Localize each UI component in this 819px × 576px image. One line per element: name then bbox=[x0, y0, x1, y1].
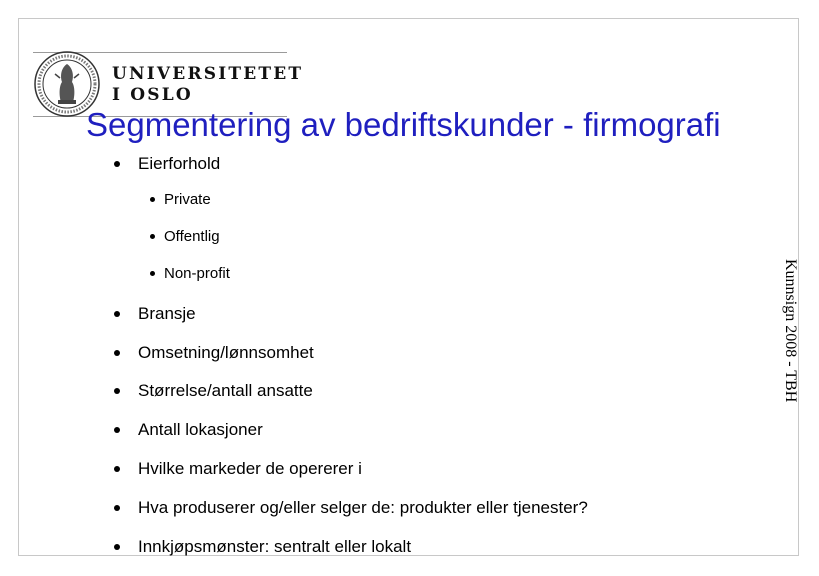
bullet-item bbox=[114, 420, 263, 440]
sub-bullet-dot-icon bbox=[150, 271, 155, 276]
sub-bullet-item bbox=[150, 191, 211, 208]
bullet-item bbox=[114, 381, 313, 401]
bullet-item bbox=[114, 304, 196, 324]
sub-bullet-item bbox=[150, 228, 220, 245]
bullet-text: Omsetning/lønnsomhet bbox=[138, 343, 314, 362]
bullet-item bbox=[114, 154, 220, 174]
bullet-text: Hvilke markeder de opererer i bbox=[138, 459, 362, 478]
logo-line-1: UNIVERSITETET bbox=[112, 64, 304, 84]
bullet-dot-icon bbox=[114, 311, 120, 317]
sub-bullet-dot-icon bbox=[150, 234, 155, 239]
bullet-dot-icon bbox=[114, 350, 120, 356]
bullet-dot-icon bbox=[114, 161, 120, 167]
bullet-dot-icon bbox=[114, 544, 120, 550]
bullet-text: Hva produserer og/eller selger de: produkter eller tjenester? bbox=[138, 498, 588, 517]
bullet-text: Eierforhold bbox=[138, 154, 221, 173]
bullet-dot-icon bbox=[114, 466, 120, 472]
slide-title: Segmentering av bedriftskunder - firmografi bbox=[86, 106, 721, 143]
bullet-item bbox=[114, 498, 588, 518]
bullet-text: Bransje bbox=[138, 304, 196, 323]
logo-line-2: I OSLO bbox=[112, 85, 193, 105]
sub-bullet-text: Private bbox=[164, 191, 211, 208]
bullet-text: Antall lokasjoner bbox=[138, 420, 263, 439]
bullet-item bbox=[114, 537, 411, 557]
side-footer-label: Kunnsign 2008 - TBH bbox=[782, 259, 799, 403]
bullet-text: Innkjøpsmønster: sentralt eller lokalt bbox=[138, 537, 412, 556]
bullet-item bbox=[114, 343, 314, 363]
sub-bullet-item bbox=[150, 265, 230, 282]
bullet-dot-icon bbox=[114, 505, 120, 511]
bullet-item bbox=[114, 459, 362, 479]
sub-bullet-dot-icon bbox=[150, 197, 155, 202]
sub-bullet-text: Non-profit bbox=[164, 265, 230, 282]
bullet-text: Størrelse/antall ansatte bbox=[138, 381, 313, 400]
sub-bullet-text: Offentlig bbox=[164, 228, 220, 245]
bullet-dot-icon bbox=[114, 427, 120, 433]
bullet-dot-icon bbox=[114, 388, 120, 394]
